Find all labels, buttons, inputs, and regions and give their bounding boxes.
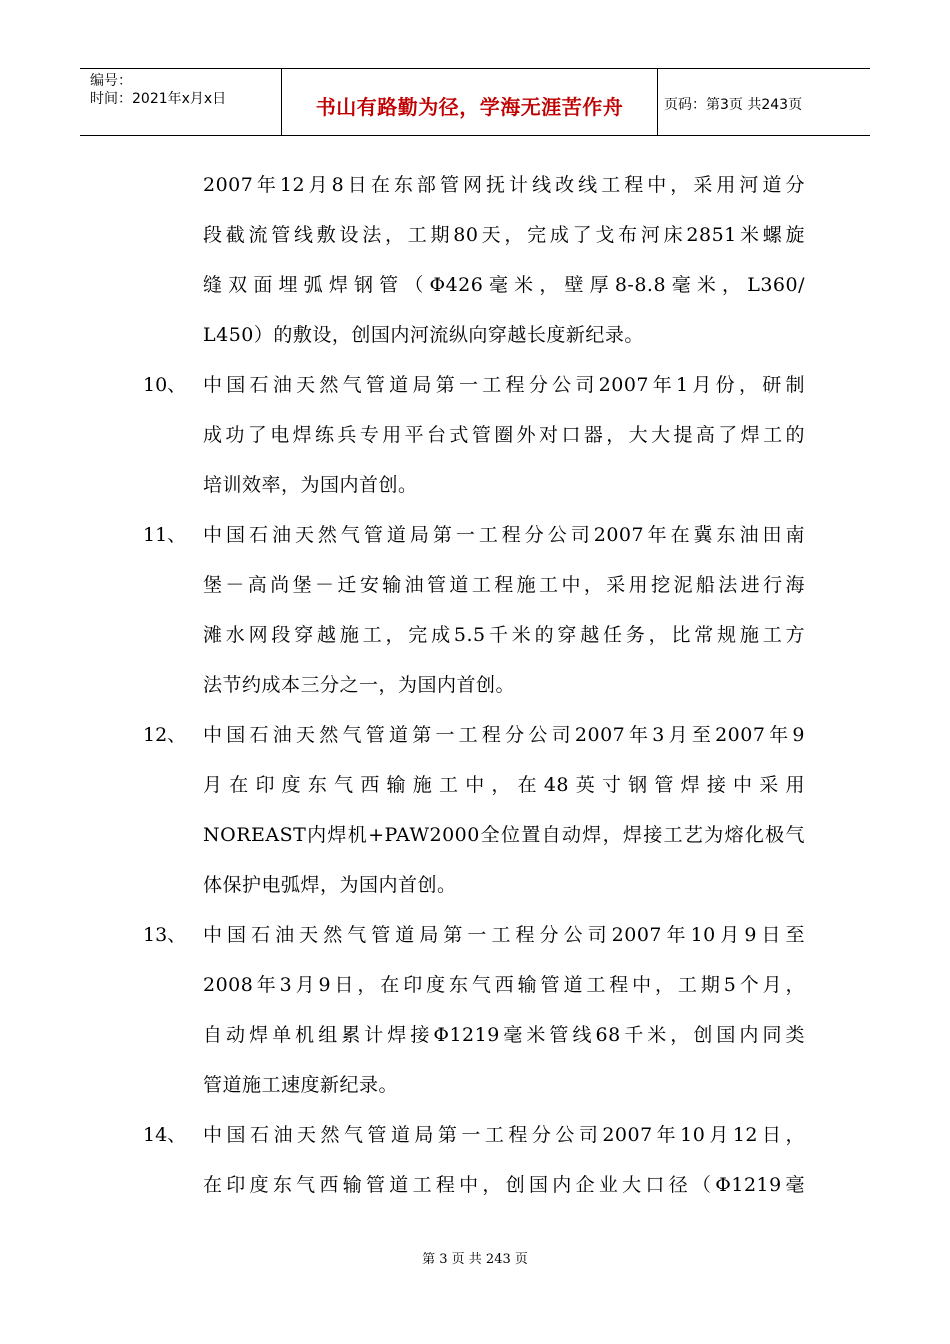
item-number: 14、 — [143, 1124, 187, 1146]
body-line: 培训效率，为国内首创。 — [203, 474, 418, 496]
body-line: 中国石油天然气管道第一工程分公司2007年3月至2007年9 — [203, 724, 805, 746]
header-motto-cell — [282, 69, 658, 135]
body-line: 自动焊单机组累计焊接Φ1219毫米管线68千米，创国内同类 — [203, 1024, 805, 1046]
body-line: 段截流管线敷设法，工期80天，完成了戈布河床2851米螺旋 — [203, 224, 805, 246]
body-line: 缝双面埋弧焊钢管（Φ426毫米，壁厚8-8.8毫米，L360/ — [203, 274, 805, 296]
body-line: 堡－高尚堡－迁安输油管道工程施工中，采用挖泥船法进行海 — [203, 574, 805, 596]
body-line: 在印度东气西输管道工程中，创国内企业大口径（Φ1219毫 — [203, 1174, 805, 1196]
body-line: 中国石油天然气管道局第一工程分公司2007年10月12日， — [203, 1124, 805, 1146]
body-line: 体保护电弧焊，为国内首创。 — [203, 874, 457, 896]
body-line: 月在印度东气西输施工中，在48英寸钢管焊接中采用 — [203, 774, 805, 796]
header-page-info: 页码：第3页 共243页 — [664, 97, 803, 113]
body-line: 2008年3月9日，在印度东气西输管道工程中，工期5个月， — [203, 974, 805, 996]
body-line: 中国石油天然气管道局第一工程分公司2007年在冀东油田南 — [203, 524, 805, 546]
body-line: 管道施工速度新纪录。 — [203, 1074, 399, 1096]
body-line: 中国石油天然气管道局第一工程分公司2007年1月份，研制 — [203, 374, 805, 396]
body-line: L450）的敷设，创国内河流纵向穿越长度新纪录。 — [203, 324, 644, 346]
page-header — [80, 68, 870, 136]
header-motto: 书山有路勤为径，学海无涯苦作舟 — [315, 94, 624, 119]
body-line: 2007年12月8日在东部管网抚计线改线工程中，采用河道分 — [203, 174, 805, 196]
header-page-cell — [658, 69, 870, 135]
body-line: 法节约成本三分之一，为国内首创。 — [203, 674, 516, 696]
body-line: NOREAST内焊机+PAW2000全位置自动焊，焊接工艺为熔化极气 — [203, 824, 805, 846]
document-time-label: 时间：2021年x月x日 — [90, 91, 227, 107]
page-footer: 第 3 页 共 243 页 — [422, 1252, 528, 1267]
item-number: 13、 — [143, 924, 187, 946]
body-line: 滩水网段穿越施工，完成5.5千米的穿越任务，比常规施工方 — [203, 624, 805, 646]
body-line: 中国石油天然气管道局第一工程分公司2007年10月9日至 — [203, 924, 805, 946]
header-meta-cell — [80, 69, 282, 135]
item-number: 12、 — [143, 724, 187, 746]
document-number-label: 编号： — [90, 73, 132, 89]
item-number: 10、 — [143, 374, 187, 396]
item-number: 11、 — [143, 524, 187, 546]
body-line: 成功了电焊练兵专用平台式管圈外对口器，大大提高了焊工的 — [203, 424, 805, 446]
